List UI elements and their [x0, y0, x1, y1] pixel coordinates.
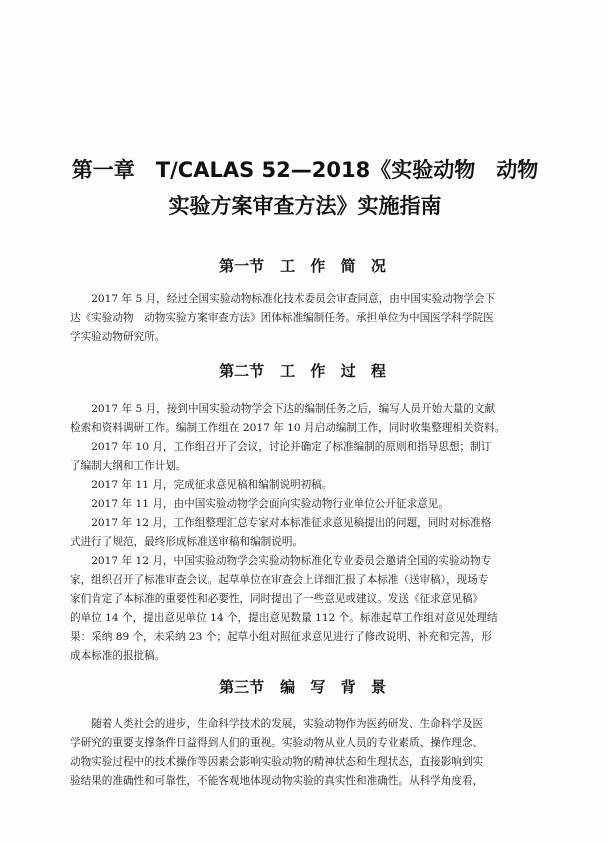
paragraph-line: 式进行了规范，最终形成标准送审稿和编制说明。 — [70, 536, 304, 548]
paragraph-line: 家，组织召开了标准审查会议。起草单位在审查会上详细汇报了本标准（送审稿），现场专 — [70, 574, 489, 586]
paragraph-line: 2017 年 12 月，工作组整理汇总专家对本标准征求意见稿提出的问题，同时对标准格 — [91, 517, 492, 529]
chapter-title-line-1: 第一章 T/CALAS 52—2018《实验动物 动物 — [71, 158, 539, 182]
paragraph-line: 2017 年 11 月，完成征求意见稿和编制说明初稿。 — [91, 479, 333, 491]
paragraph-line: 学研究的重要支撑条件日益得到人们的重视。实验动物从业人员的专业素质、操作理念、 — [70, 737, 484, 749]
paragraph-line: 验结果的准确性和可靠性，不能客观地体现动物实验的真实性和准确性。从科学角度看， — [70, 775, 484, 787]
paragraph-line: 2017 年 12 月，中国实验动物学会实验动物标准化专业委员会邀请全国的实验动物专 — [91, 555, 492, 567]
paragraph-line: 2017 年 11 月，由中国实验动物学会面向实验动物行业单位公开征求意见。 — [91, 498, 449, 510]
section-number: 第一节 — [219, 257, 265, 275]
section-heading-2 — [60, 361, 550, 381]
section-heading-1 — [60, 256, 550, 276]
paragraph — [70, 514, 540, 552]
paragraph-line: 的单位 14 个，提出意见单位 14 个，提出意见数量 112 个。标准起草工作组对意见处理结 — [70, 612, 498, 624]
paragraph — [70, 715, 540, 791]
section-heading-3 — [60, 677, 550, 697]
section-number: 第三节 — [219, 678, 265, 696]
section-number: 第二节 — [219, 362, 265, 380]
paragraph-line: 了编制大纲和工作计划。 — [70, 460, 187, 472]
paragraph-line: 2017 年 5 月，接到中国实验动物学会下达的编制任务之后，编写人员开始大量的文献 — [91, 403, 496, 415]
paragraph-line: 学实验动物研究所。 — [70, 331, 166, 343]
paragraph — [70, 552, 540, 666]
paragraph — [70, 476, 540, 495]
paragraph — [70, 400, 540, 438]
paragraph — [70, 495, 540, 514]
paragraph — [70, 438, 540, 476]
paragraph-line: 达《实验动物 动物实验方案审查方法》团体标准编制任务。承担单位为中国医学科学院医 — [70, 312, 494, 324]
paragraph-line: 家们肯定了本标准的重要性和必要性，同时提出了一些意见或建议。发送《征求意见稿》 — [70, 593, 484, 605]
chapter-title — [60, 152, 550, 224]
paragraph — [70, 290, 540, 347]
section-name: 工 作 简 况 — [280, 257, 391, 275]
section-name: 编 写 背 景 — [280, 678, 391, 696]
paragraph-line: 检索和资料调研工作。编制工作组在 2017 年 10 月启动编制工作，同时收集整理相关资料。 — [70, 422, 506, 434]
paragraph-line: 2017 年 5 月，经过全国实验动物标准化技术委员会审查同意，由中国实验动物学会下 — [91, 293, 496, 305]
section-name: 工 作 过 程 — [280, 362, 391, 380]
paragraph-line: 果：采纳 89 个，未采纳 23 个；起草小组对照征求意见进行了修改说明、补充和完善，形 — [70, 631, 492, 643]
paragraph-line: 动物实验过程中的技术操作等因素会影响实验动物的精神状态和生理状态，直接影响到实 — [70, 756, 484, 768]
chapter-title-line-2: 实验方案审查方法》实施指南 — [168, 194, 442, 218]
paragraph-line: 成本标准的报批稿。 — [70, 650, 166, 662]
paragraph-line: 2017 年 10 月，工作组召开了会议，讨论并确定了标准编制的原则和指导思想；制订 — [91, 441, 492, 453]
paragraph-line: 随着人类社会的进步，生命科学技术的发展，实验动物作为医药研发、生命科学及医 — [91, 718, 484, 730]
